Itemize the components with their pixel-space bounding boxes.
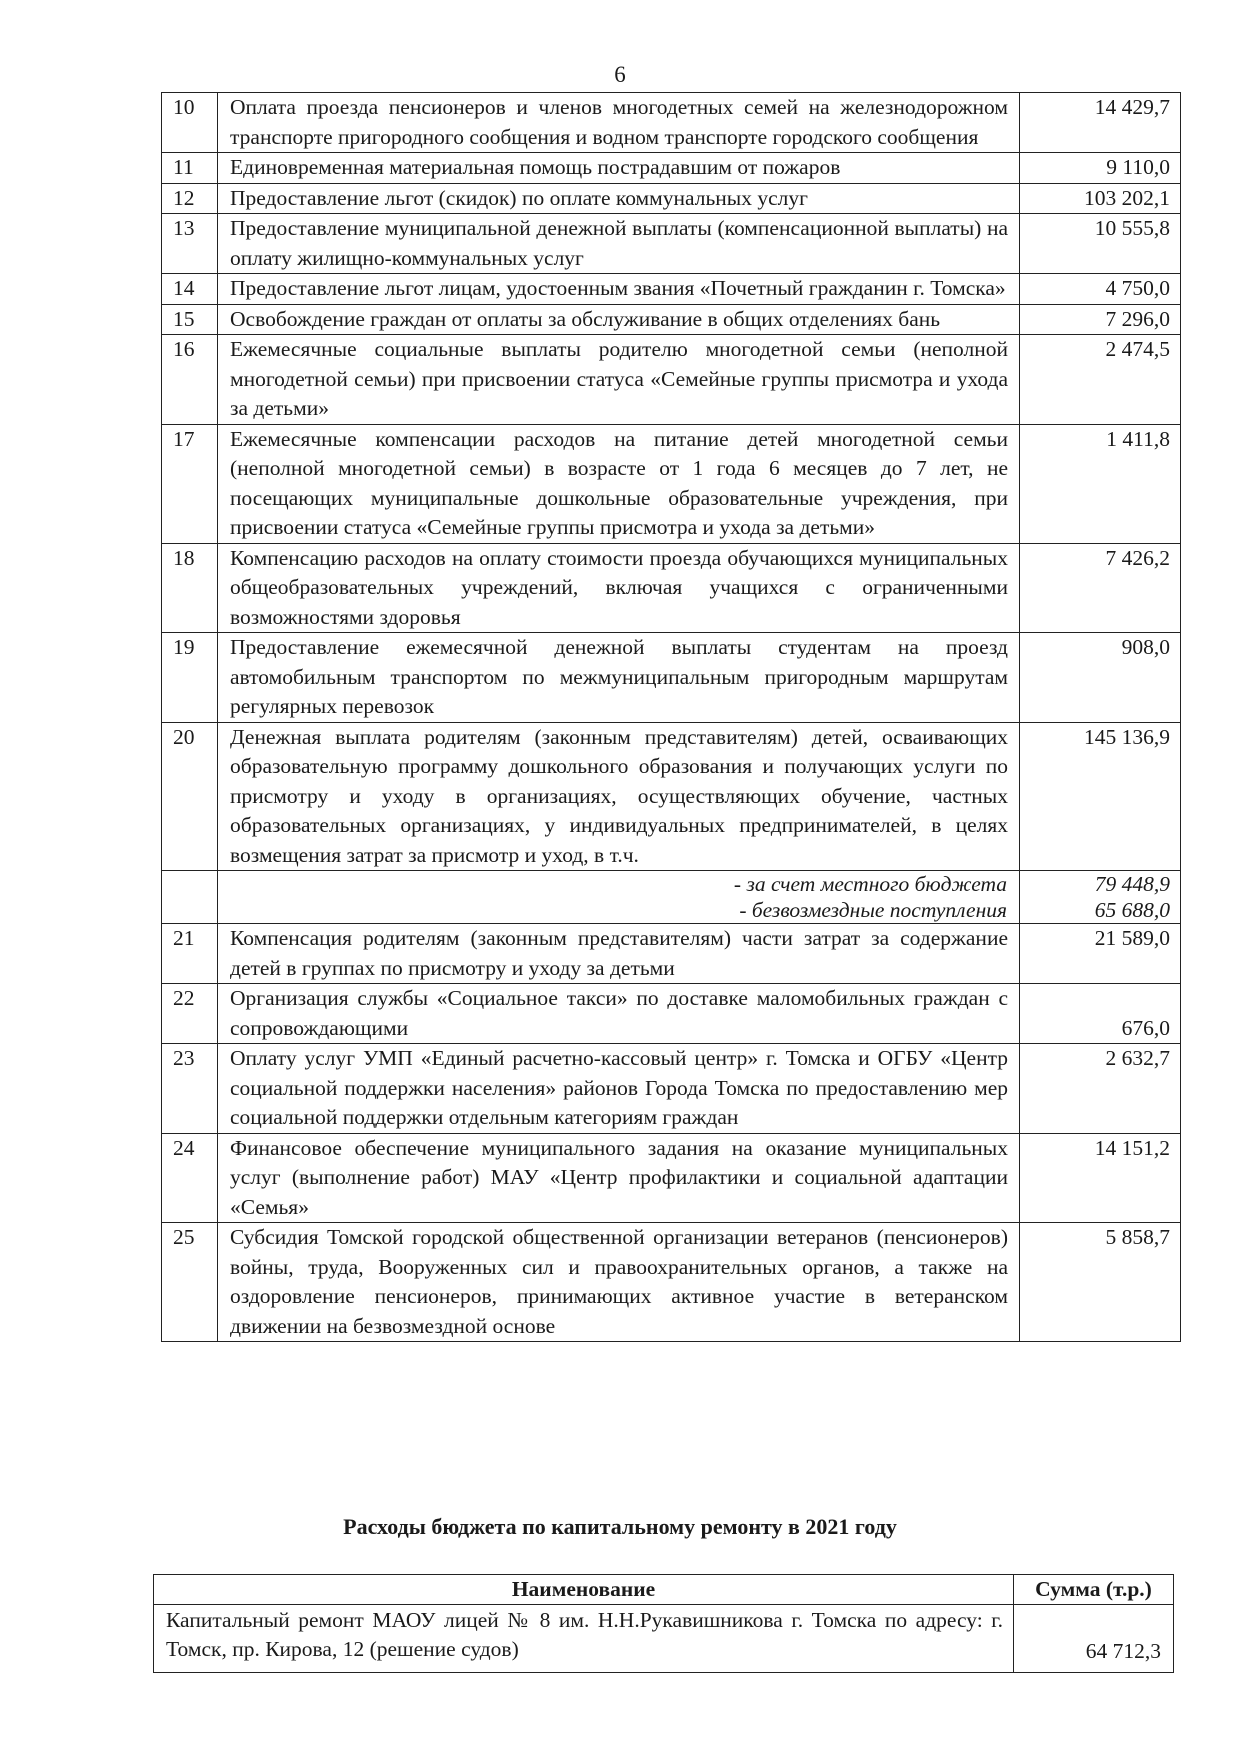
table-row [162, 633, 1181, 723]
row-description: Денежная выплата родителям (законным представителям) детей, осваивающих образовательную программу дошкольного образования и получающих услуги по присмотру и уходу в организациях, осуществляющих обучение, частных образовательных организациях, у индивидуальных предпринимателей, в целях возмещения затрат за присмотр и уход, в т.ч. [218, 722, 1020, 871]
row-number: 20 [162, 722, 218, 871]
table-row [162, 214, 1181, 274]
table-row [162, 984, 1181, 1044]
row-description: Компенсация родителям (законным представителям) части затрат за содержание детей в группах по присмотру и уходу за детьми [218, 924, 1020, 984]
table-row [162, 93, 1181, 153]
row-amount: 7 296,0 [1020, 304, 1181, 335]
table-row [162, 335, 1181, 425]
table-row [162, 424, 1181, 543]
table-row [162, 304, 1181, 335]
row-description: Субсидия Томской городской общественной организации ветеранов (пенсионеров) войны, труда, Вооруженных сил и правоохранительных органов, а также на оздоровление пенсионеров, принимающих активное участие в ветеранском движении на безвозмездной основе [218, 1223, 1020, 1342]
header-name: Наименование [154, 1575, 1014, 1605]
row-number: 19 [162, 633, 218, 723]
row-description: Оплату услуг УМП «Единый расчетно-кассовый центр» г. Томска и ОГБУ «Центр социальной поддержки населения» районов Города Томска по предоставлению мер социальной поддержки отдельным категориям граждан [218, 1044, 1020, 1134]
row-number: 10 [162, 93, 218, 153]
row-number: 14 [162, 274, 218, 305]
table-row [162, 274, 1181, 305]
row-number: 21 [162, 924, 218, 984]
row-description: Организация службы «Социальное такси» по доставке маломобильных граждан с сопровождающими [218, 984, 1020, 1044]
row-description: Предоставление льгот (скидок) по оплате коммунальных услуг [218, 183, 1020, 214]
table-row [162, 153, 1181, 184]
row-number: 24 [162, 1133, 218, 1223]
row-amount: 10 555,8 [1020, 214, 1181, 274]
breakdown-labels [218, 871, 1020, 924]
table-row [162, 924, 1181, 984]
row-description: Предоставление льгот лицам, удостоенным звания «Почетный гражданин г. Томска» [218, 274, 1020, 305]
row-description: Ежемесячные социальные выплаты родителю многодетной семьи (неполной многодетной семьи) при присвоении статуса «Семейные группы присмотра и ухода за детьми» [218, 335, 1020, 425]
header-sum: Сумма (т.р.) [1014, 1575, 1174, 1605]
row-number: 17 [162, 424, 218, 543]
table-row [162, 1133, 1181, 1223]
row-number: 12 [162, 183, 218, 214]
row-number: 11 [162, 153, 218, 184]
row-amount: 145 136,9 [1020, 722, 1181, 871]
row-description: Предоставление муниципальной денежной выплаты (компенсационной выплаты) на оплату жилищно-коммунальных услуг [218, 214, 1020, 274]
row-amount: 2 474,5 [1020, 335, 1181, 425]
capital-repair-heading: Расходы бюджета по капитальному ремонту в 2021 году [343, 1514, 897, 1539]
breakdown-label-grants: - безвозмездные поступления [739, 898, 1007, 922]
row-amount: 103 202,1 [1020, 183, 1181, 214]
breakdown-label-local: - за счет местного бюджета [733, 872, 1007, 896]
row-description: Компенсацию расходов на оплату стоимости проезда обучающихся муниципальных общеобразовательных учреждений, включая учащихся с ограниченными возможностями здоровья [218, 543, 1020, 633]
row-amount: 5 858,7 [1020, 1223, 1181, 1342]
row-amount: 4 750,0 [1020, 274, 1181, 305]
row-description: Освобождение граждан от оплаты за обслуживание в общих отделениях бань [218, 304, 1020, 335]
capital-row-name: Капитальный ремонт МАОУ лицей № 8 им. Н.Н.Рукавишникова г. Томска по адресу: г. Томск, пр. Кирова, 12 (решение судов) [154, 1605, 1014, 1673]
row-amount: 14 429,7 [1020, 93, 1181, 153]
row-amount: 908,0 [1020, 633, 1181, 723]
table-row [162, 183, 1181, 214]
empty-cell [162, 871, 218, 924]
capital-repair-table [153, 1574, 1174, 1673]
row-description: Оплата проезда пенсионеров и членов многодетных семей на железнодорожном транспорте пригородного сообщения и водном транспорте городского сообщения [218, 93, 1020, 153]
row-number: 25 [162, 1223, 218, 1342]
table-header-row [154, 1575, 1174, 1605]
row-amount: 21 589,0 [1020, 924, 1181, 984]
table-row-breakdown [162, 871, 1181, 924]
page-number: 6 [614, 62, 626, 87]
breakdown-amount-local: 79 448,9 [1094, 872, 1170, 896]
table-row [162, 722, 1181, 871]
table-row [162, 1223, 1181, 1342]
breakdown-amount-grants: 65 688,0 [1094, 898, 1170, 922]
table-row [162, 1044, 1181, 1134]
row-amount: 2 632,7 [1020, 1044, 1181, 1134]
row-number: 18 [162, 543, 218, 633]
row-description: Предоставление ежемесячной денежной выплаты студентам на проезд автомобильным транспортом по межмуниципальным пригородным маршрутам регулярных перевозок [218, 633, 1020, 723]
row-number: 22 [162, 984, 218, 1044]
row-number: 13 [162, 214, 218, 274]
row-number: 23 [162, 1044, 218, 1134]
capital-row-amount: 64 712,3 [1014, 1605, 1174, 1673]
social-support-table [161, 92, 1181, 1342]
breakdown-amounts [1020, 871, 1181, 924]
table-row [162, 543, 1181, 633]
row-description: Единовременная материальная помощь пострадавшим от пожаров [218, 153, 1020, 184]
row-description: Ежемесячные компенсации расходов на питание детей многодетной семьи (неполной многодетной семьи) в возрасте от 1 года 6 месяцев до 7 лет, не посещающих муниципальные дошкольные образовательные учреждения, при присвоении статуса «Семейные группы присмотра и ухода за детьми» [218, 424, 1020, 543]
row-amount: 9 110,0 [1020, 153, 1181, 184]
row-amount: 7 426,2 [1020, 543, 1181, 633]
table-row [154, 1605, 1174, 1673]
row-amount: 14 151,2 [1020, 1133, 1181, 1223]
row-number: 16 [162, 335, 218, 425]
row-number: 15 [162, 304, 218, 335]
row-amount: 676,0 [1020, 984, 1181, 1044]
row-amount: 1 411,8 [1020, 424, 1181, 543]
row-description: Финансовое обеспечение муниципального задания на оказание муниципальных услуг (выполнение работ) МАУ «Центр профилактики и социальной адаптации «Семья» [218, 1133, 1020, 1223]
